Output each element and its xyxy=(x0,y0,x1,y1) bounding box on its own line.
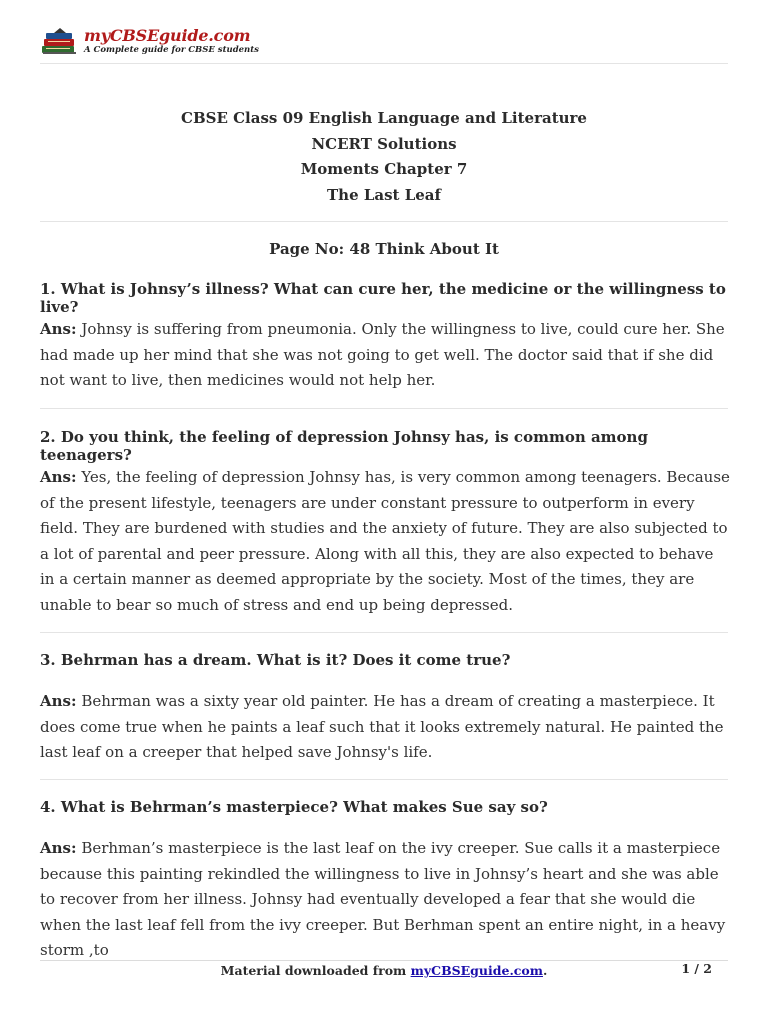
title-line-2: NCERT Solutions xyxy=(311,134,457,153)
footer-suffix: . xyxy=(542,963,548,978)
title-line-4: The Last Leaf xyxy=(327,185,441,204)
footer-text: Material downloaded from xyxy=(220,963,411,978)
answer-2 xyxy=(40,465,730,618)
question-4: 4. What is Behrman’s masterpiece? What makes Sue say so? xyxy=(40,798,548,816)
answer-label: Ans: xyxy=(40,468,77,486)
footer xyxy=(0,963,768,978)
logo-tagline: A Complete guide for CBSE students xyxy=(84,45,259,55)
answer-3 xyxy=(40,689,730,766)
answer-text: Yes, the feeling of depression Johnsy has, is very common among teenagers. Because of the present lifestyle, teenagers are under constant pressure to outperform in every field. They are burdened with studies and the anxiety of future. They are also subjected to a lot of parental and peer pressure. Along with all this, they are also expected to behave in a certain manner as deemed appropriate by the society. Most of the times, they are unable to bear so much of stress and end up being depressed. xyxy=(40,468,730,614)
answer-1 xyxy=(40,317,730,394)
answer-4 xyxy=(40,836,730,964)
question-1: 1. What is Johnsy’s illness? What can cure her, the medicine or the willingness to live? xyxy=(40,280,726,316)
divider xyxy=(40,632,728,633)
page-number: 1 / 2 xyxy=(681,961,712,976)
question-3: 3. Behrman has a dream. What is it? Does it come true? xyxy=(40,651,511,669)
page-heading: Page No: 48 Think About It xyxy=(269,240,499,258)
answer-label: Ans: xyxy=(40,320,77,338)
answer-text: Berhman’s masterpiece is the last leaf on the ivy creeper. Sue calls it a masterpiece because this painting rekindled the willingness to live in Johnsy’s heart and she was able to recover from her illness. Johnsy had eventually developed a fear that she would die when the last leaf fell from the ivy creeper. But Berhman spent an entire night, in a heavy storm ,to xyxy=(40,839,726,959)
logo-text: myCBSEguide.com xyxy=(84,26,251,45)
header-divider xyxy=(40,63,728,64)
question-2: 2. Do you think, the feeling of depression Johnsy has, is common among teenagers? xyxy=(40,428,648,464)
divider xyxy=(40,221,728,222)
footer-divider xyxy=(40,960,728,961)
document-title xyxy=(40,106,728,208)
divider xyxy=(40,779,728,780)
site-logo[interactable] xyxy=(40,26,280,60)
divider xyxy=(40,408,728,409)
answer-label: Ans: xyxy=(40,839,77,857)
answer-text: Behrman was a sixty year old painter. He has a dream of creating a masterpiece. It does come true when he paints a leaf such that it looks extremely natural. He painted the last leaf on a creeper that helped save Johnsy's life. xyxy=(40,692,724,761)
answer-text: Johnsy is suffering from pneumonia. Only the willingness to live, could cure her. She had made up her mind that she was not going to get well. The doctor said that if she did not want to live, then medicines would not help her. xyxy=(40,320,725,389)
title-line-3: Moments Chapter 7 xyxy=(300,160,468,178)
title-line-1: CBSE Class 09 English Language and Literature xyxy=(181,109,587,127)
answer-label: Ans: xyxy=(40,692,77,710)
footer-site-link[interactable]: myCBSEguide.com xyxy=(410,963,543,978)
books-logo-icon xyxy=(40,28,78,56)
